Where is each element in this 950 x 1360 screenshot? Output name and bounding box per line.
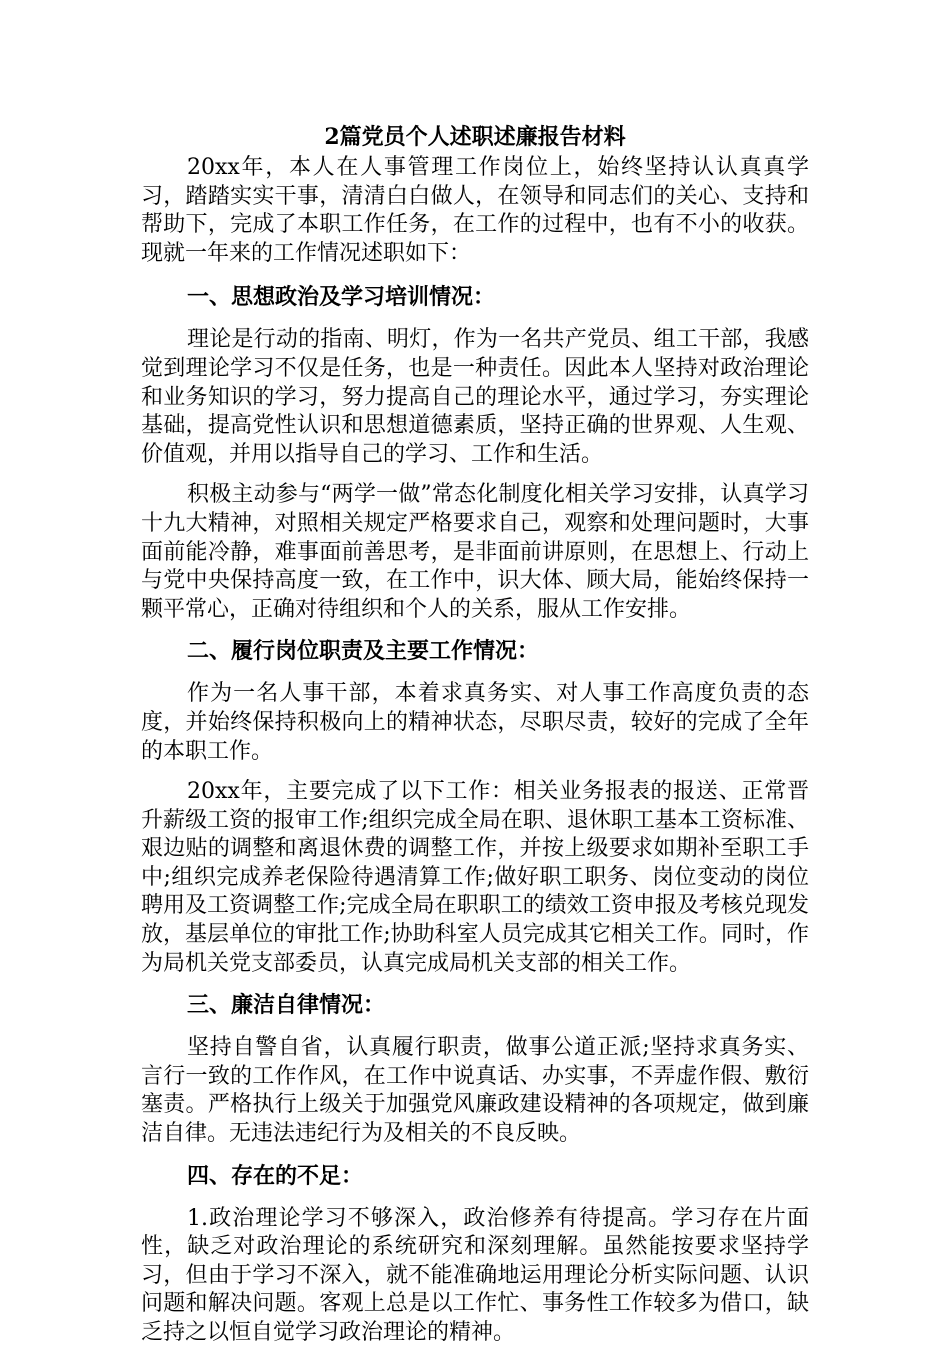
section-paragraph: 坚持自警自省，认真履行职责，做事公道正派;坚持求真务实、言行一致的工作作风，在工作中说真话、办实事，不弄虚作假、敷衍塞责。严格执行上级关于加强党风廉政建设精神的各项规定，做到廉洁自律。无违法违纪行为及相关的不良反映。 (141, 1035, 809, 1147)
section-paragraph: 作为一名人事干部，本着求真务实、对人事工作高度负责的态度，并始终保持积极向上的精神状态，尽职尽责，较好的完成了全年的本职工作。 (141, 681, 809, 764)
section-paragraph: 1.政治理论学习不够深入，政治修养有待提高。学习存在片面性，缺乏对政治理论的系统研究和深刻理解。虽然能按要求坚持学习，但由于学习不深入，就不能准确地运用理论分析实际问题、认识问题和解决问题。客观上总是以工作忙、事务性工作较多为借口，缺乏持之以恒自觉学习政治理论的精神。 (141, 1205, 809, 1345)
intro-paragraph: 20xx年，本人在人事管理工作岗位上，始终坚持认认真真学习，踏踏实实干事，清清白白做人，在领导和同志们的关心、支持和帮助下，完成了本职工作任务，在工作的过程中，也有不小的收获。现就一年来的工作情况述职如下： (141, 155, 809, 266)
section-heading: 三、廉洁自律情况： (187, 992, 386, 1019)
section-paragraph: 积极主动参与“两学一做”常态化制度化相关学习安排，认真学习十九大精神，对照相关规定严格要求自己，观察和处理问题时，大事面前能冷静，难事面前善思考，是非面前讲原则，在思想上、行动上与党中央保持高度一致，在工作中，识大体、顾大局，能始终保持一颗平常心，正确对待组织和个人的关系，服从工作安排。 (141, 482, 809, 622)
section-duties-work (141, 636, 809, 978)
section-integrity (141, 990, 809, 1148)
section-heading: 一、思想政治及学习培训情况： (187, 284, 496, 311)
section-paragraph: 20xx年，主要完成了以下工作：相关业务报表的报送、正常晋升薪级工资的报审工作;组织完成全局在职、退休职工基本工资标准、艰边贴的调整和离退休费的调整工作，并按上级要求如期补至职工手中;组织完成养老保险待遇清算工作;做好职工职务、岗位变动的岗位聘用及工资调整工作;完成全局在职职工的绩效工资申报及考核兑现发放，基层单位的审批工作;协助科室人员完成其它相关工作。同时，作为局机关党支部委员，认真完成局机关支部的相关工作。 (141, 779, 809, 976)
document-title: 2篇党员个人述职述廉报告材料 (324, 124, 626, 150)
section-ideology-study (141, 282, 809, 624)
section-shortcomings (141, 1161, 809, 1348)
document-page (141, 122, 809, 1360)
section-paragraph: 理论是行动的指南、明灯，作为一名共产党员、组工干部，我感觉到理论学习不仅是任务，也是一种责任。因此本人坚持对政治理论和业务知识的学习，努力提高自己的理论水平，通过学习，夯实理论基础，提高党性认识和思想道德素质，坚持正确的世界观、人生观、价值观，并用以指导自己的学习、工作和生活。 (141, 327, 809, 467)
section-heading: 二、履行岗位职责及主要工作情况： (187, 638, 540, 665)
section-heading: 四、存在的不足： (187, 1162, 364, 1189)
